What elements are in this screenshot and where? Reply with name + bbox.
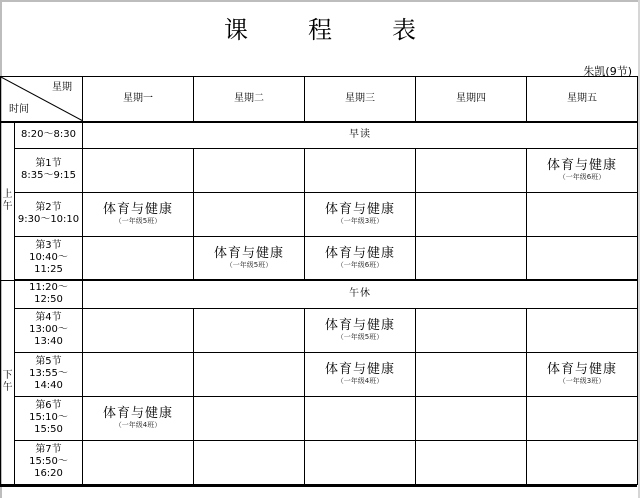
course-name: 体育与健康 [324,318,395,333]
course-name: 体育与健康 [324,362,395,377]
lesson-cell [305,308,416,352]
course-name: 体育与健康 [546,362,617,377]
period-name: 第7节 [35,444,62,455]
period-time: 13:55～14:40 [29,368,68,391]
lesson-cell [527,192,638,236]
lesson-cell [194,352,305,396]
lesson-cell [416,440,527,484]
title-char: 程 [308,16,332,44]
page-title [0,10,640,45]
morning-label [1,122,15,280]
course-name: 体育与健康 [324,202,395,217]
period-time: 9:30～10:10 [17,214,80,225]
lesson-cell [416,148,527,192]
lesson-cell [527,440,638,484]
period-row [1,308,638,352]
header-day: 星期一 [83,77,194,123]
lesson-cell [527,396,638,440]
header-day: 星期二 [194,77,305,123]
lesson-cell [305,352,416,396]
title-char: 课 [224,16,248,44]
time-cell [15,396,83,440]
break-label: 早读 [83,122,638,148]
lesson-cell [305,396,416,440]
lesson-cell [305,148,416,192]
period-row [1,148,638,192]
class-name: （一年级6班） [336,260,384,269]
lesson-cell [305,236,416,280]
lesson-cell [83,308,194,352]
lesson-cell [416,308,527,352]
header-day: 星期三 [305,77,416,123]
course-name: 体育与健康 [102,202,173,217]
teacher-label: 朱凯(9节) [583,65,632,78]
lesson-cell [83,192,194,236]
class-name: （一年级6班） [558,173,606,181]
corner-cell [1,77,83,123]
frame-top-edge [0,0,640,2]
lesson-cell [416,352,527,396]
lesson-cell [83,396,194,440]
span-row [1,280,638,308]
period-time: 8:35～9:15 [21,170,76,181]
afternoon-label [1,280,15,484]
table-bottom-rule [0,484,637,487]
period-row [1,396,638,440]
lesson-cell [527,148,638,192]
period-row [1,236,638,280]
lesson-cell [527,236,638,280]
lesson-cell [527,352,638,396]
time-cell [15,440,83,484]
header-row [1,77,638,123]
lesson-cell [416,192,527,236]
lesson-cell [527,308,638,352]
corner-label-time: 时间 [9,104,29,115]
course-name: 体育与健康 [546,158,617,173]
lesson-cell [194,308,305,352]
lesson-cell [416,396,527,440]
lesson-cell [194,396,305,440]
lesson-cell [83,236,194,280]
title-char: 表 [392,16,416,44]
lesson-cell [305,440,416,484]
period-name: 第2节 [35,202,62,213]
class-name: （一年级3班） [336,217,384,225]
schedule-table [0,76,638,485]
period-name: 第6节 [35,400,62,411]
corner-label-weekday: 星期 [52,82,72,93]
course-name: 体育与健康 [213,245,284,261]
header-day: 星期四 [416,77,527,123]
period-group-char: 午 [2,201,13,213]
period-group-char: 下 [2,370,13,381]
period-name: 第3节 [35,239,62,251]
time-cell [15,280,83,308]
period-group-char: 午 [2,382,13,393]
period-time: 8:20～8:30 [21,129,76,141]
lesson-cell [305,192,416,236]
period-name: 第5节 [35,356,62,367]
time-cell [15,308,83,352]
lesson-cell [416,236,527,280]
period-time: 11:20～12:50 [29,282,68,306]
time-cell [15,192,83,236]
time-cell [15,122,83,148]
break-label: 午休 [83,280,638,308]
lesson-cell [83,440,194,484]
period-time: 10:40～11:25 [29,251,68,275]
class-name: （一年级4班） [114,421,162,429]
period-row [1,192,638,236]
header-day: 星期五 [527,77,638,123]
class-name: （一年级5班） [225,260,273,269]
period-name: 第4节 [35,312,62,323]
class-name: （一年级3班） [558,377,606,385]
period-time: 15:50～16:20 [29,456,68,479]
lesson-cell [83,352,194,396]
period-time: 15:10～15:50 [29,412,68,435]
lesson-cell [194,148,305,192]
span-row [1,122,638,148]
class-name: （一年级4班） [336,377,384,385]
time-cell [15,352,83,396]
time-cell [15,236,83,280]
lesson-cell [194,192,305,236]
class-name: （一年级5班） [336,333,384,341]
period-group-char: 上 [2,189,13,201]
period-name: 第1节 [35,158,62,169]
period-row [1,440,638,484]
course-name: 体育与健康 [324,245,395,261]
period-time: 13:00～13:40 [29,324,68,347]
course-name: 体育与健康 [102,406,173,421]
lesson-cell [83,148,194,192]
class-name: （一年级5班） [114,217,162,225]
time-cell [15,148,83,192]
period-row [1,352,638,396]
schedule-body [1,122,638,484]
lesson-cell [194,440,305,484]
lesson-cell [194,236,305,280]
